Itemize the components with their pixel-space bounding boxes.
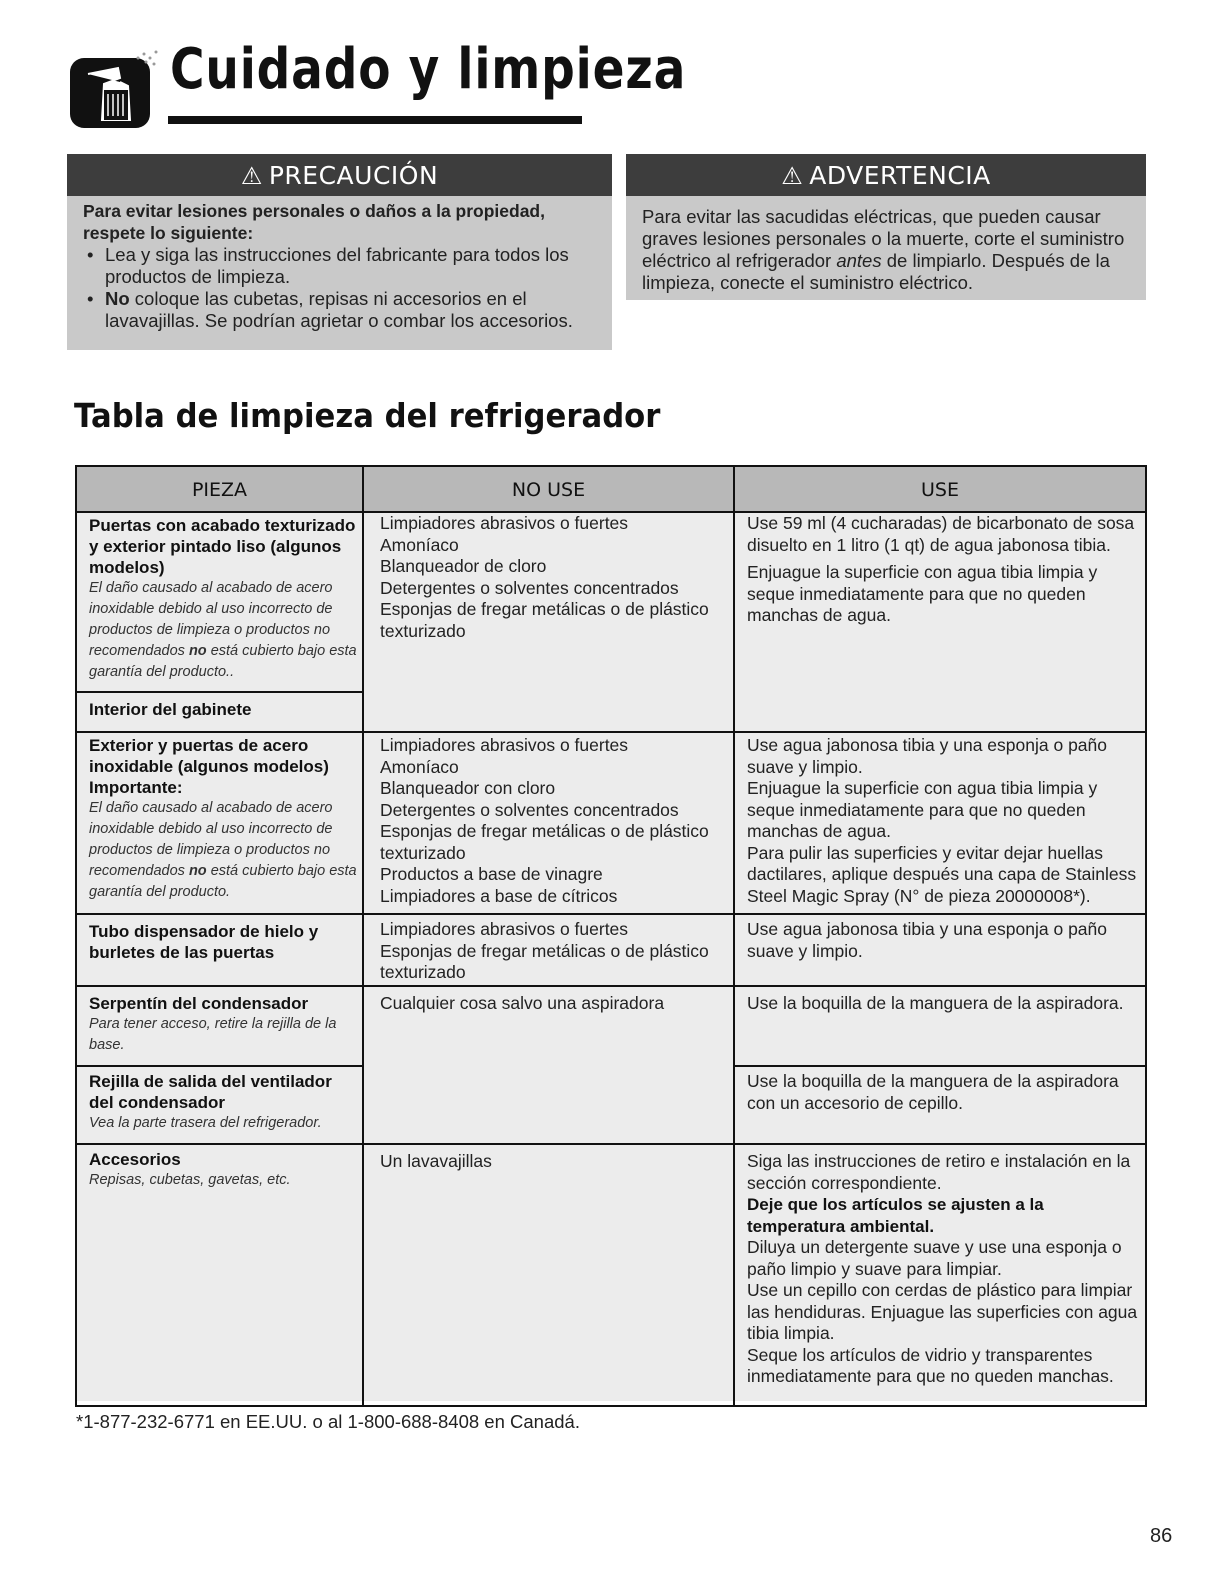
- row1-part: [89, 515, 361, 683]
- warning-triangle-icon: ⚠: [240, 162, 263, 190]
- row2-use-item: Para pulir las superficies y evitar dejar huellas dactilares, aplique después una capa de Stainless Steel Magic Spray (N° de pieza 20000008*).: [747, 842, 1137, 906]
- row5-part-name: Rejilla de salida del ventilador del condensador: [89, 1072, 332, 1112]
- row3-no-use-item: Limpiadores abrasivos o fuertes: [380, 919, 629, 939]
- row6-use-5: Seque los artículos de vidrio y transparentes inmediatamente para que no queden manchas.: [747, 1344, 1114, 1386]
- row3-no-use-item: Esponjas de fregar metálicas o de plástico texturizado: [380, 940, 709, 982]
- caution-title: PRECAUCIÓN: [268, 161, 439, 190]
- row2-part-name: Exterior y puertas de acero inoxidable (algunos modelos): [89, 736, 329, 776]
- row4-part-name: Serpentín del condensador: [89, 994, 309, 1013]
- row4-no-use: Cualquier cosa salvo una aspiradora: [380, 993, 665, 1013]
- row4-use: Use la boquilla de la manguera de la aspiradora.: [747, 993, 1124, 1013]
- warning-text: [642, 206, 1142, 294]
- caution-intro: Para evitar lesiones personales o daños a la propiedad, respete lo siguiente:: [83, 201, 545, 243]
- column-divider: [362, 467, 364, 1405]
- footnote: *1-877-232-6771 en EE.UU. o al 1-800-688-8408 en Canadá.: [76, 1411, 580, 1432]
- row6-note: Repisas, cubetas, gavetas, etc.: [89, 1172, 291, 1188]
- row6-part-name: Accesorios: [89, 1150, 181, 1169]
- row-divider: [77, 913, 1145, 915]
- row1-no-use: [380, 513, 730, 642]
- row1-use-2: Enjuague la superficie con agua tibia limpia y seque inmediatamente para que no queden manchas de agua.: [747, 562, 1098, 625]
- row2-no-use: [380, 735, 730, 907]
- row2-no-use-item: Limpiadores abrasivos o fuertes: [380, 735, 629, 755]
- row6-use-3: Diluya un detergente suave y use una esponja o paño limpio y suave para limpiar.: [747, 1237, 1122, 1279]
- row1-part-name: Puertas con acabado texturizado y exterior pintado liso (algunos modelos): [89, 516, 356, 577]
- title-underline: [168, 116, 582, 124]
- row1-no-use-item: Detergentes o solventes concentrados: [380, 577, 679, 598]
- row4-note: Para tener acceso, retire la rejilla de la base.: [89, 1016, 337, 1053]
- page-number: 86: [1150, 1525, 1173, 1547]
- row1b-part: Interior del gabinete: [89, 700, 252, 719]
- row1-no-use-item: Esponjas de fregar metálicas o de plástico texturizado: [380, 599, 709, 641]
- row6-use-4: Use un cepillo con cerdas de plástico para limpiar las hendiduras. Enjuague las superficies con agua tibia limpia.: [747, 1280, 1138, 1343]
- row-divider: [77, 691, 362, 693]
- row1-note-b: no: [188, 643, 207, 659]
- caution-title-bar: [67, 154, 612, 196]
- row3-use: Use agua jabonosa tibia y una esponja o paño suave y limpio.: [747, 919, 1107, 961]
- section-title: Tabla de limpieza del refrigerador: [74, 396, 661, 435]
- page-title: Cuidado y limpieza: [170, 37, 687, 102]
- row1-note-a: El daño causado al acabado de acero inoxidable debido al uso incorrecto de productos de limpieza o productos no recomendados: [89, 580, 333, 659]
- row2-use-item: Use agua jabonosa tibia y una esponja o paño suave y limpio.: [747, 735, 1107, 777]
- row5-note: Vea la parte trasera del refrigerador.: [89, 1115, 322, 1131]
- row-divider: [733, 1065, 1145, 1067]
- row5-use: Use la boquilla de la manguera de la aspiradora con un accesorio de cepillo.: [747, 1071, 1119, 1113]
- row-divider: [77, 1065, 362, 1067]
- row6-no-use: Un lavavajillas: [380, 1151, 492, 1171]
- row2-no-use-item: Amoníaco: [380, 756, 459, 777]
- warning-text-after: de limpiarlo. Después de la limpieza, conecte el suministro eléctrico.: [642, 250, 1110, 293]
- warning-box: [626, 154, 1146, 300]
- caution-bullet-2-bold: No: [105, 288, 130, 309]
- warning-title: ADVERTENCIA: [809, 161, 991, 190]
- row3-part: Tubo dispensador de hielo y burletes de las puertas: [89, 922, 319, 962]
- row-divider: [77, 1143, 1145, 1145]
- header-use: USE: [735, 467, 1145, 513]
- row-divider: [77, 731, 1145, 733]
- row1-use: [747, 513, 1139, 627]
- header-pieza: PIEZA: [77, 467, 362, 513]
- row4-part: [89, 993, 349, 1056]
- header-no-use: NO USE: [364, 467, 733, 513]
- row1-no-use-item: Limpiadores abrasivos o fuertes: [380, 513, 629, 533]
- row2-note-b: no: [188, 863, 207, 879]
- row2-no-use-item: Blanqueador con cloro: [380, 778, 556, 798]
- caution-bullet-2: [83, 288, 608, 332]
- warning-triangle-icon: ⚠: [781, 162, 804, 190]
- row2-note: [89, 798, 361, 903]
- row1-no-use-item: Amoníaco: [380, 534, 459, 555]
- caution-text: [83, 200, 608, 332]
- row2-no-use-item: Productos a base de vinagre: [380, 864, 603, 884]
- row3-no-use: [380, 919, 730, 984]
- row6-use: [747, 1151, 1139, 1388]
- row2-use-item: Enjuague la superficie con agua tibia limpia y seque inmediatamente para que no queden manchas de agua.: [747, 778, 1098, 841]
- caution-box: [67, 154, 612, 350]
- row2-note-c: está cubierto bajo esta garantía del producto.: [89, 863, 357, 900]
- row2-no-use-item: Detergentes o solventes concentrados: [380, 799, 679, 820]
- cleaning-spray-bottle-icon: [68, 44, 164, 130]
- caution-bullet-1: • Lea y siga las instrucciones del fabricante para todos los productos de limpieza.: [83, 244, 608, 288]
- row1-no-use-item: Blanqueador de cloro: [380, 556, 547, 576]
- row1-note-c: está cubierto bajo esta garantía del producto..: [89, 643, 357, 680]
- row2-no-use-item: Limpiadores a base de cítricos: [380, 885, 618, 906]
- row1-use-1: Use 59 ml (4 cucharadas) de bicarbonato de sosa disuelto en 1 litro (1 qt) de agua jabonosa tibia.: [747, 513, 1135, 555]
- row2-part: [89, 735, 361, 903]
- warning-text-before: Para evitar las sacudidas eléctricas, que pueden causar graves lesiones personales o la muerte, corte el suministro eléctrico al refrigerador: [642, 206, 1125, 271]
- row2-no-use-item: Esponjas de fregar metálicas o de plástico texturizado: [380, 821, 709, 863]
- row-divider: [77, 985, 1145, 987]
- column-divider: [733, 467, 735, 1405]
- warning-title-bar: [626, 154, 1146, 196]
- caution-bullet-2-rest: coloque las cubetas, repisas ni accesorios en el lavavajillas. Se podrían agrietar o combar los accesorios.: [105, 288, 573, 331]
- row5-part: [89, 1071, 359, 1134]
- row2-important: Importante:: [89, 778, 183, 797]
- row2-note-a: El daño causado al acabado de acero inoxidable debido al uso incorrecto de productos de limpieza o productos no recomendados: [89, 800, 333, 879]
- row1-note: [89, 578, 361, 683]
- cleaning-table: [75, 465, 1147, 1407]
- row6-part: [89, 1149, 359, 1191]
- row6-use-1: Siga las instrucciones de retiro e instalación en la sección correspondiente.: [747, 1151, 1131, 1193]
- row6-use-2: Deje que los artículos se ajusten a la temperatura ambiental.: [747, 1195, 1044, 1236]
- warning-text-italic: antes: [836, 250, 882, 271]
- row2-use: [747, 735, 1139, 907]
